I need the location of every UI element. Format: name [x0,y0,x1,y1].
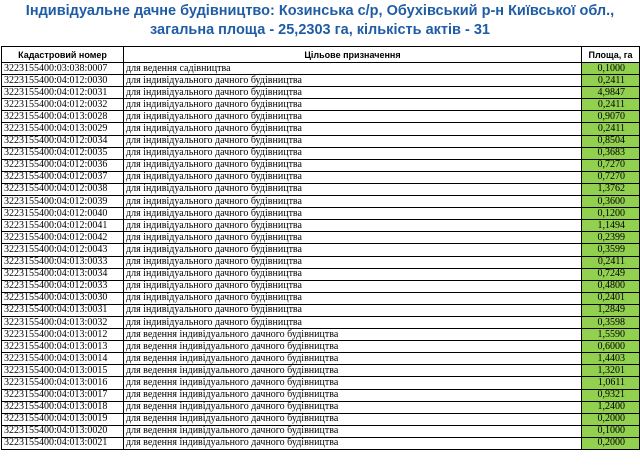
area-cell: 0,6000 [582,341,640,353]
table-row [2,437,640,449]
purpose-cell: для індивідуального дачного будівництва [124,171,582,183]
cadastral-cell: 3223155400:04:012:0035 [2,147,124,159]
purpose-cell: для ведення садівництва [124,63,582,75]
purpose-cell: для індивідуального дачного будівництва [124,268,582,280]
table-row [2,111,640,123]
purpose-cell: для індивідуального дачного будівництва [124,99,582,111]
cadastral-cell: 3223155400:04:012:0034 [2,135,124,147]
cadastral-cell: 3223155400:04:012:0043 [2,244,124,256]
area-cell: 1,1494 [582,220,640,232]
title-line-2: загальна площа - 25,2303 га, кількість актів - 31 [150,22,490,38]
table-row [2,99,640,111]
purpose-cell: для ведення індивідуального дачного будівництва [124,365,582,377]
table-row [2,220,640,232]
area-cell: 0,3683 [582,147,640,159]
area-cell: 0,1200 [582,208,640,220]
area-cell: 0,9070 [582,111,640,123]
cadastral-cell: 3223155400:04:013:0019 [2,413,124,425]
purpose-cell: для індивідуального дачного будівництва [124,159,582,171]
cadastral-cell: 3223155400:04:013:0018 [2,401,124,413]
area-cell: 0,8504 [582,135,640,147]
cadastral-cell: 3223155400:04:012:0041 [2,220,124,232]
area-cell: 1,5590 [582,329,640,341]
area-cell: 1,3762 [582,183,640,195]
table-row [2,75,640,87]
cadastral-cell: 3223155400:03:038:0007 [2,63,124,75]
table-row [2,353,640,365]
purpose-cell: для ведення індивідуального дачного будівництва [124,329,582,341]
purpose-cell: для індивідуального дачного будівництва [124,220,582,232]
table-row [2,389,640,401]
table-row [2,232,640,244]
area-cell: 0,2401 [582,292,640,304]
area-cell: 0,2411 [582,256,640,268]
area-cell: 0,3599 [582,244,640,256]
area-cell: 0,2000 [582,437,640,449]
page-title [0,2,640,40]
purpose-cell: для індивідуального дачного будівництва [124,208,582,220]
area-cell: 0,1000 [582,63,640,75]
purpose-cell: для індивідуального дачного будівництва [124,256,582,268]
area-cell: 1,3201 [582,365,640,377]
table-row [2,196,640,208]
cadastral-cell: 3223155400:04:013:0017 [2,389,124,401]
area-cell: 0,3598 [582,316,640,328]
area-cell: 0,7270 [582,171,640,183]
area-cell: 0,2000 [582,413,640,425]
area-cell: 1,2400 [582,401,640,413]
purpose-cell: для індивідуального дачного будівництва [124,123,582,135]
table-row [2,413,640,425]
cadastral-cell: 3223155400:04:013:0014 [2,353,124,365]
purpose-cell: для ведення індивідуального дачного будівництва [124,377,582,389]
cadastral-cell: 3223155400:04:012:0042 [2,232,124,244]
table-row [2,304,640,316]
cadastral-cell: 3223155400:04:013:0030 [2,292,124,304]
table-row [2,87,640,99]
cadastral-cell: 3223155400:04:013:0034 [2,268,124,280]
purpose-cell: для індивідуального дачного будівництва [124,183,582,195]
header-area: Площа, га [582,47,640,63]
cadastral-cell: 3223155400:04:013:0028 [2,111,124,123]
cadastral-cell: 3223155400:04:013:0033 [2,256,124,268]
table-row [2,244,640,256]
cadastral-cell: 3223155400:04:013:0021 [2,437,124,449]
purpose-cell: для індивідуального дачного будівництва [124,280,582,292]
purpose-cell: для ведення індивідуального дачного будівництва [124,401,582,413]
table-row [2,123,640,135]
table-row [2,183,640,195]
area-cell: 4,9847 [582,87,640,99]
purpose-cell: для індивідуального дачного будівництва [124,75,582,87]
cadastral-cell: 3223155400:04:012:0031 [2,87,124,99]
table-row [2,280,640,292]
cadastral-cell: 3223155400:04:012:0030 [2,75,124,87]
purpose-cell: для індивідуального дачного будівництва [124,316,582,328]
table-row [2,159,640,171]
table-body [2,63,640,450]
purpose-cell: для ведення індивідуального дачного будівництва [124,389,582,401]
purpose-cell: для індивідуального дачного будівництва [124,147,582,159]
table-row [2,292,640,304]
cadastral-cell: 3223155400:04:012:0033 [2,280,124,292]
table-row [2,256,640,268]
purpose-cell: для індивідуального дачного будівництва [124,196,582,208]
table-row [2,425,640,437]
cadastral-cell: 3223155400:04:013:0029 [2,123,124,135]
cadastral-cell: 3223155400:04:013:0016 [2,377,124,389]
cadastral-cell: 3223155400:04:013:0031 [2,304,124,316]
table-row [2,171,640,183]
cadastral-cell: 3223155400:04:012:0037 [2,171,124,183]
header-cadastral: Кадастровий номер [2,47,124,63]
table-row [2,377,640,389]
table-row [2,268,640,280]
land-plots-table [1,46,640,450]
table-row [2,341,640,353]
area-cell: 0,2411 [582,99,640,111]
area-cell: 1,2849 [582,304,640,316]
cadastral-cell: 3223155400:04:013:0012 [2,329,124,341]
purpose-cell: для ведення індивідуального дачного будівництва [124,425,582,437]
purpose-cell: для ведення індивідуального дачного будівництва [124,353,582,365]
table-row [2,147,640,159]
purpose-cell: для індивідуального дачного будівництва [124,292,582,304]
table-row [2,63,640,75]
table-row [2,365,640,377]
header-purpose: Цільове призначення [124,47,582,63]
cadastral-cell: 3223155400:04:012:0038 [2,183,124,195]
table-row [2,208,640,220]
area-cell: 1,4403 [582,353,640,365]
purpose-cell: для ведення індивідуального дачного будівництва [124,341,582,353]
purpose-cell: для ведення індивідуального дачного будівництва [124,437,582,449]
cadastral-cell: 3223155400:04:012:0039 [2,196,124,208]
cadastral-cell: 3223155400:04:013:0015 [2,365,124,377]
table-row [2,329,640,341]
purpose-cell: для ведення індивідуального дачного будівництва [124,413,582,425]
cadastral-cell: 3223155400:04:013:0020 [2,425,124,437]
area-cell: 0,4800 [582,280,640,292]
area-cell: 0,2411 [582,123,640,135]
purpose-cell: для індивідуального дачного будівництва [124,87,582,99]
table-row [2,401,640,413]
table-row [2,316,640,328]
table-header-row [2,47,640,63]
purpose-cell: для індивідуального дачного будівництва [124,135,582,147]
cadastral-cell: 3223155400:04:012:0036 [2,159,124,171]
area-cell: 0,7249 [582,268,640,280]
area-cell: 0,2411 [582,75,640,87]
cadastral-cell: 3223155400:04:012:0032 [2,99,124,111]
purpose-cell: для індивідуального дачного будівництва [124,232,582,244]
cadastral-cell: 3223155400:04:012:0040 [2,208,124,220]
area-cell: 0,7270 [582,159,640,171]
table-row [2,135,640,147]
purpose-cell: для індивідуального дачного будівництва [124,304,582,316]
purpose-cell: для індивідуального дачного будівництва [124,244,582,256]
area-cell: 0,9321 [582,389,640,401]
purpose-cell: для індивідуального дачного будівництва [124,111,582,123]
area-cell: 0,1000 [582,425,640,437]
area-cell: 1,0611 [582,377,640,389]
area-cell: 0,2399 [582,232,640,244]
cadastral-cell: 3223155400:04:013:0013 [2,341,124,353]
area-cell: 0,3600 [582,196,640,208]
cadastral-cell: 3223155400:04:013:0032 [2,316,124,328]
title-line-1: Індивідуальне дачне будівництво: Козинська с/р, Обухівський р-н Київської обл., [25,3,615,19]
